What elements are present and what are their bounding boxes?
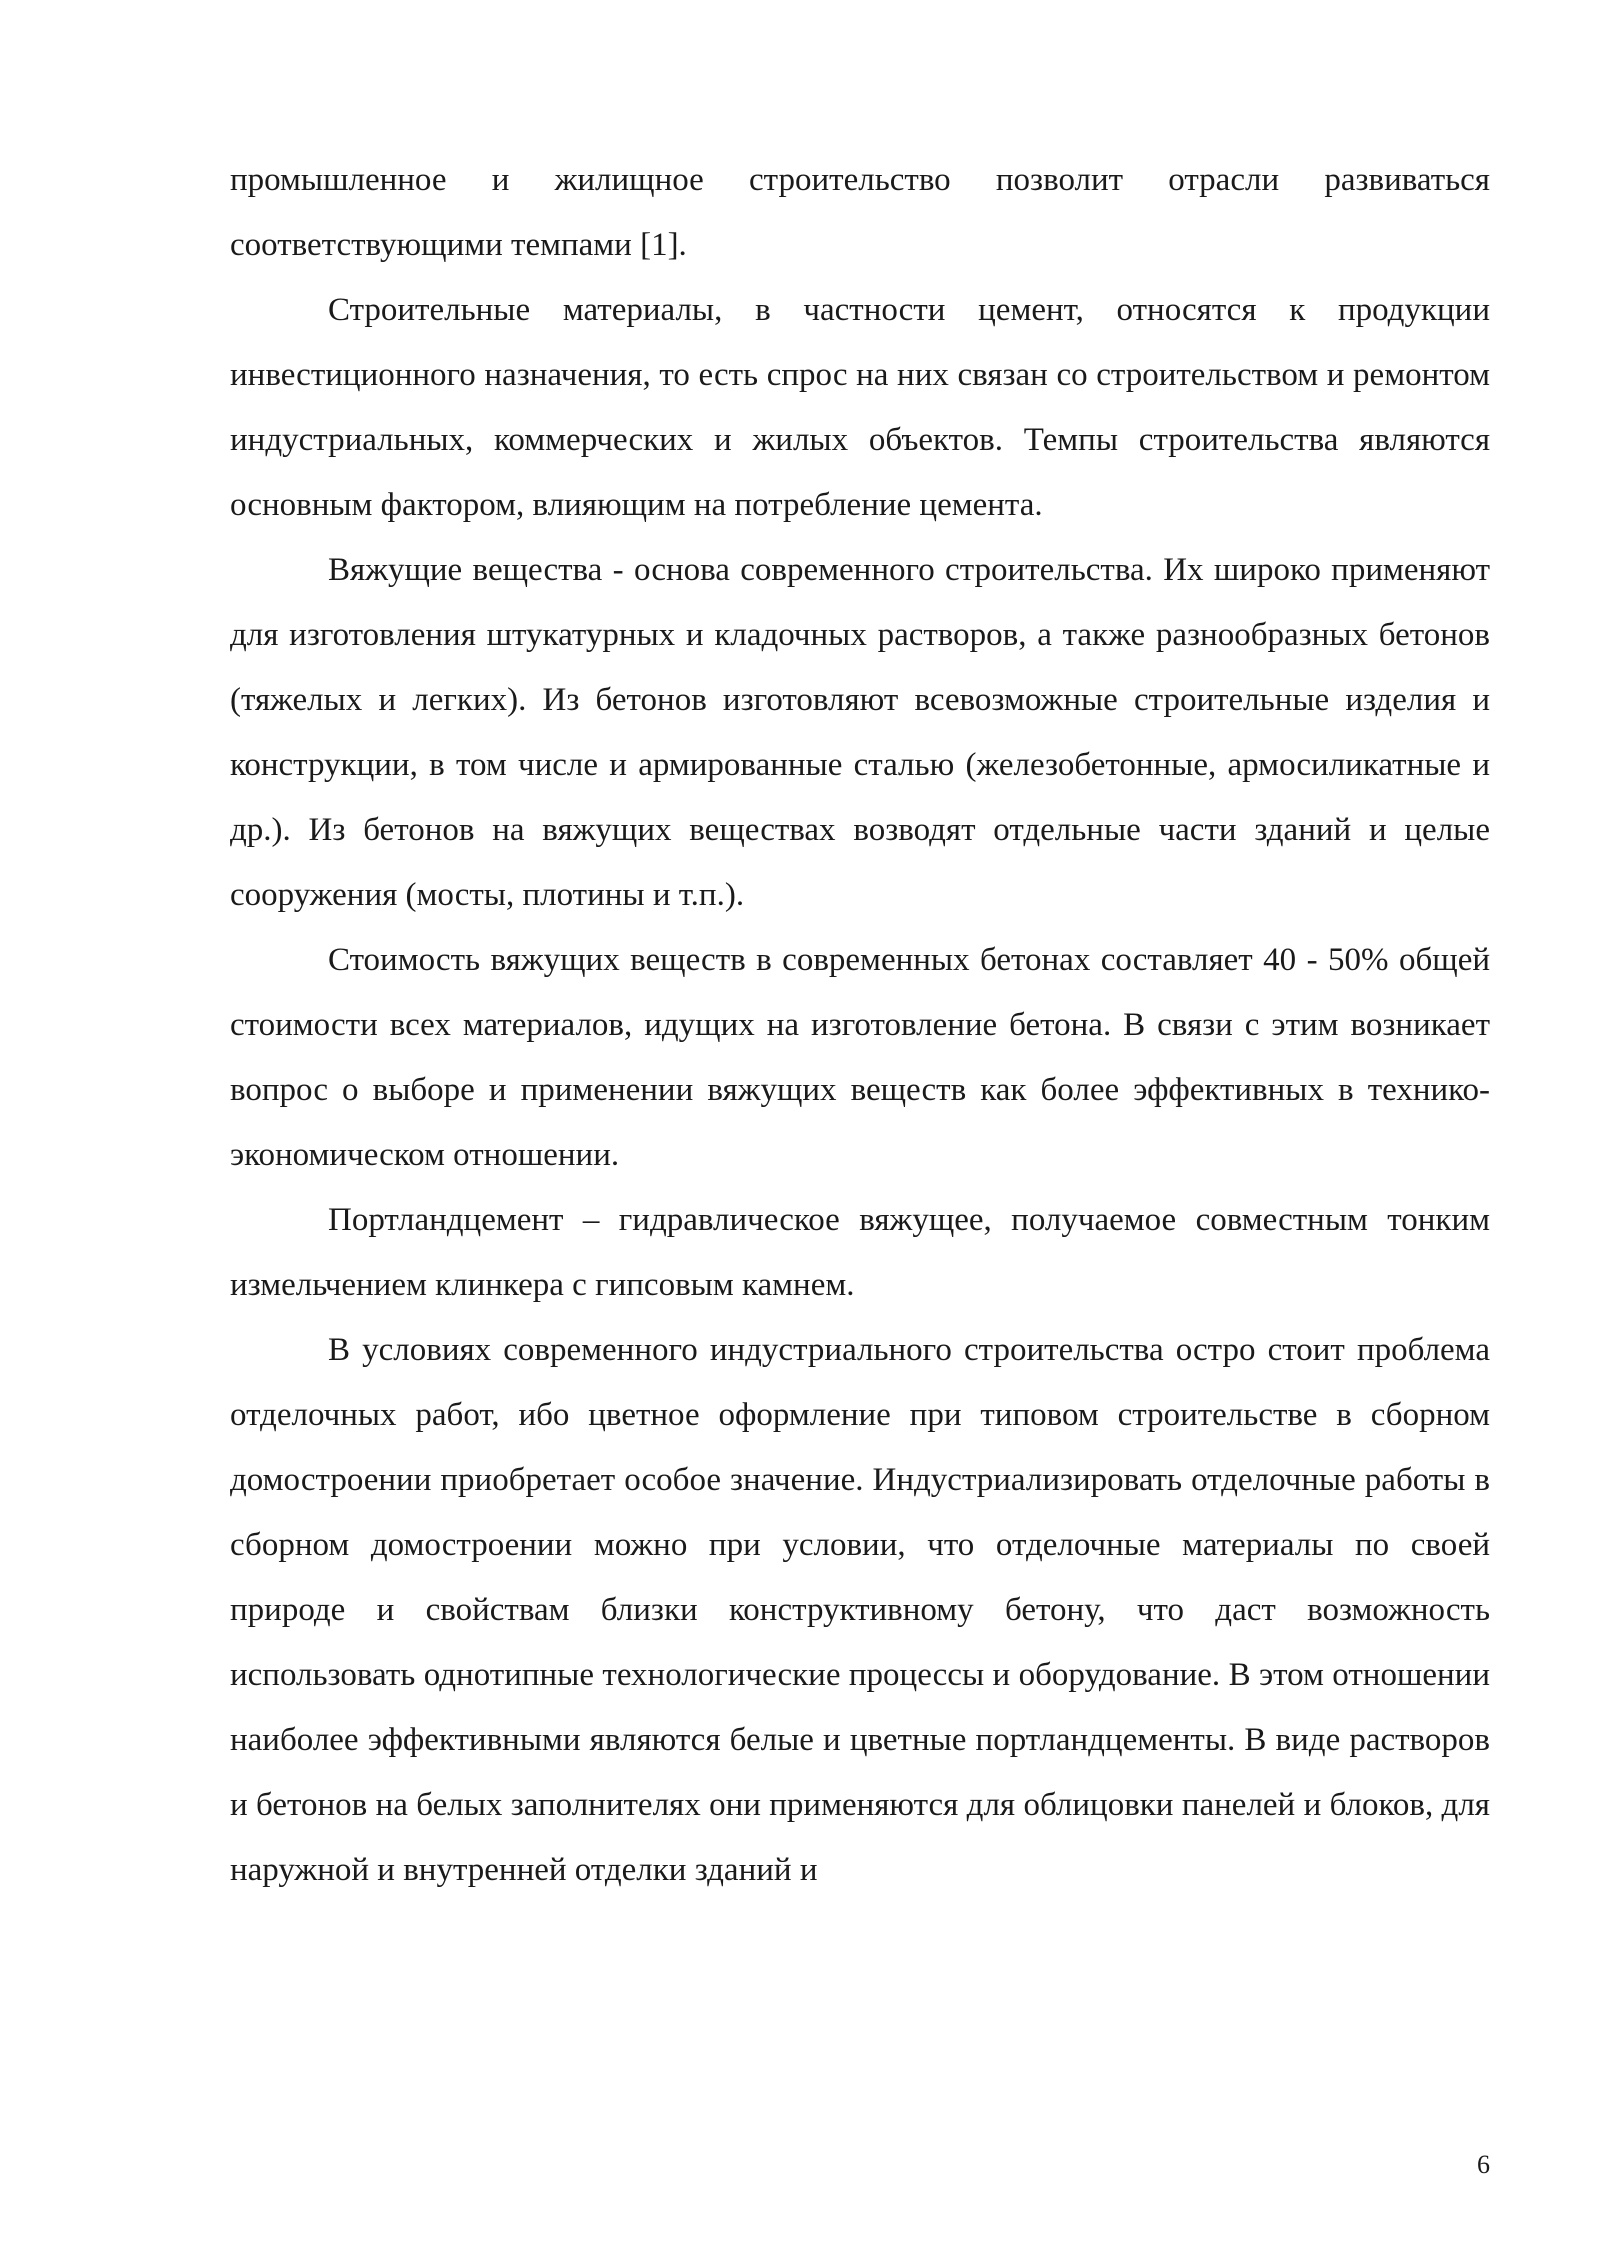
paragraph-finishing-works: В условиях современного индустриального строительства остро стоит проблема отделочных работ, ибо цветное оформление при типовом строительстве в сборном домостроении приобретает особое значение. Индустриализировать отделочные работы в сборном домостроении можно при условии, что отделочные материалы по своей природе и свойствам близки конструктивному бетону, что даст возможность использовать однотипные технологические процессы и оборудование. В этом отношении наиболее эффективными являются белые и цветные портландцементы. В виде растворов и бетонов на белых заполнителях они применяются для облицовки панелей и блоков, для наружной и внутренней отделки зданий и bbox=[230, 1332, 1490, 1888]
body-text bbox=[230, 148, 1490, 1903]
paragraph-continuation: промышленное и жилищное строительство позволит отрасли развиваться соответствующими темпами [1]. bbox=[230, 162, 1490, 263]
page-number: 6 bbox=[1477, 2150, 1490, 2179]
paragraph-binders: Вяжущие вещества - основа современного строительства. Их широко применяют для изготовления штукатурных и кладочных растворов, а также разнообразных бетонов (тяжелых и легких). Из бетонов изготовляют всевозможные строительные изделия и конструкции, в том числе и армированные сталью (железобетонные, армосиликатные и др.). Из бетонов на вяжущих веществах возводят отдельные части зданий и целые сооружения (мосты, плотины и т.п.). bbox=[230, 552, 1490, 913]
paragraph-portland-cement: Портландцемент – гидравлическое вяжущее, получаемое совместным тонким измельчением клинкера с гипсовым камнем. bbox=[230, 1202, 1490, 1303]
paragraph-binder-cost: Стоимость вяжущих веществ в современных бетонах составляет 40 - 50% общей стоимости всех материалов, идущих на изготовление бетона. В связи с этим возникает вопрос о выборе и применении вяжущих веществ как более эффективных в технико-экономическом отношении. bbox=[230, 942, 1490, 1173]
paragraph-building-materials: Строительные материалы, в частности цемент, относятся к продукции инвестиционного назначения, то есть спрос на них связан со строительством и ремонтом индустриальных, коммерческих и жилых объектов. Темпы строительства являются основным фактором, влияющим на потребление цемента. bbox=[230, 292, 1490, 523]
